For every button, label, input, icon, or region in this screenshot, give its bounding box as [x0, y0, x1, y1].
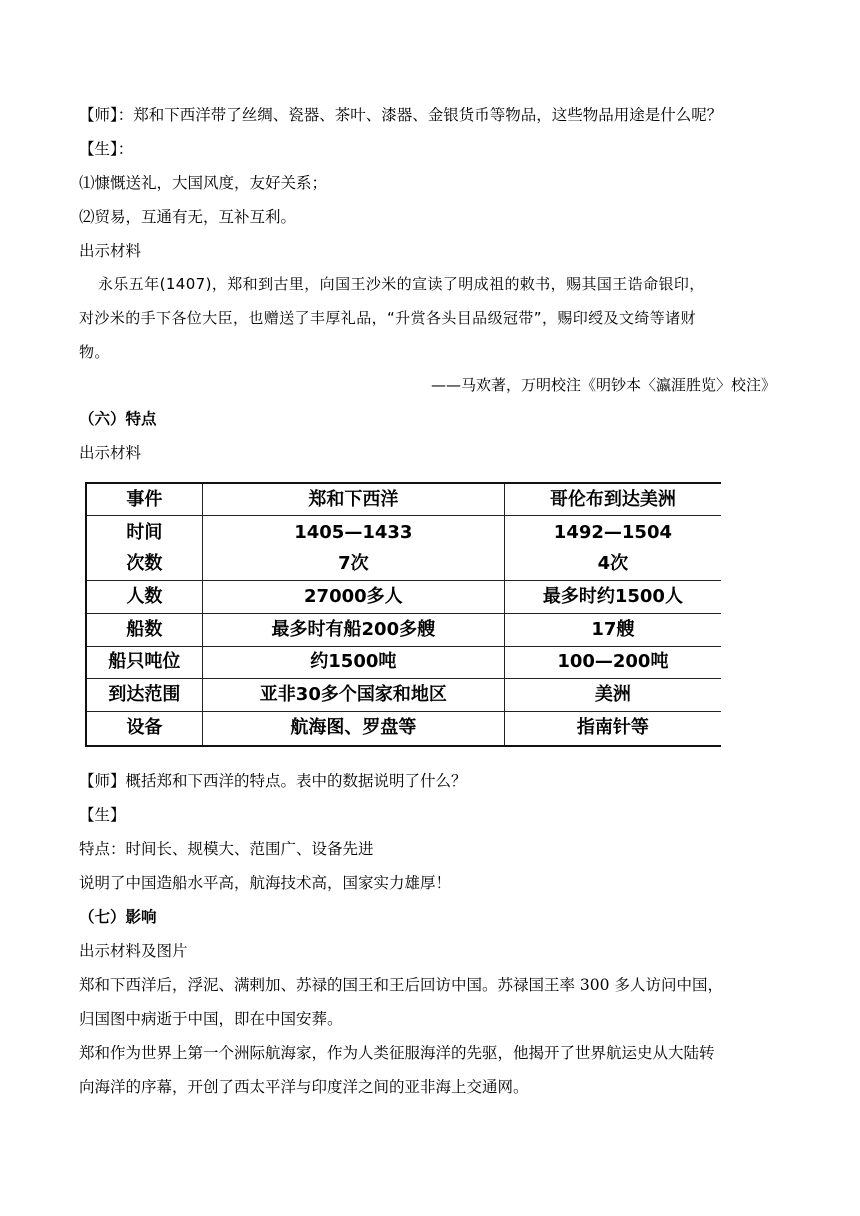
table-cell: 17艘 — [504, 613, 721, 646]
features-line: 特点：时间长、规模大、范围广、设备先进 — [79, 840, 374, 858]
section-heading-6: （六）特点 — [79, 410, 157, 428]
table-cell: 人数 — [86, 581, 202, 614]
table-row — [86, 581, 721, 614]
comparison-table — [85, 482, 721, 747]
table-cell — [86, 516, 202, 581]
cell-time-a: 1405—1433 — [294, 522, 413, 544]
table-cell: 约1500吨 — [202, 646, 504, 679]
quote-line-3: 物。 — [79, 343, 110, 361]
table-cell: 最多时约1500人 — [504, 581, 721, 614]
table-cell: 27000多人 — [202, 581, 504, 614]
row-label-count: 次数 — [126, 553, 163, 575]
table-cell: 到达范围 — [86, 679, 202, 712]
impact-para-2-line-2: 向海洋的序幕，开创了西太平洋与印度洋之间的亚非海上交通网。 — [79, 1078, 529, 1096]
table-cell: 美洲 — [504, 679, 721, 712]
cell-time-b: 1492—1504 — [553, 522, 672, 544]
row-label-time: 时间 — [126, 522, 163, 544]
impact-para-1-line-1: 郑和下西洋后，浮泥、满剌加、苏禄的国王和王后回访中国。苏禄国王率 300 多人访问中国， — [79, 976, 723, 994]
section-heading-7: （七）影响 — [79, 908, 157, 926]
impact-para-2-line-1: 郑和作为世界上第一个洲际航海家，作为人类征服海洋的先驱，他揭开了世界航运史从大陆转 — [79, 1044, 715, 1062]
teacher-question: 【师】：郑和下西洋带了丝绸、瓷器、茶叶、漆器、金银货币等物品，这些物品用途是什么呢？ — [79, 106, 723, 124]
table-header: 哥伦布到达美洲 — [504, 483, 721, 516]
table-header: 郑和下西洋 — [202, 483, 504, 516]
cell-count-b: 4次 — [597, 553, 629, 575]
table-cell: 船数 — [86, 613, 202, 646]
material-image-label: 出示材料及图片 — [79, 942, 188, 960]
table-cell: 亚非30多个国家和地区 — [202, 679, 504, 712]
table-row — [86, 613, 721, 646]
answer-item-2: ⑵贸易，互通有无，互补互利。 — [79, 208, 297, 226]
quote-source: ——马欢著，万明校注《明钞本〈瀛涯胜览〉校注》 — [430, 376, 776, 394]
table-row — [86, 679, 721, 712]
table-cell: 设备 — [86, 711, 202, 746]
conclusion-line: 说明了中国造船水平高，航海技术高，国家实力雄厚！ — [79, 874, 452, 892]
cell-count-a: 7次 — [338, 553, 369, 575]
student-label: 【生】： — [79, 140, 134, 158]
table-header: 事件 — [86, 483, 202, 516]
table-cell: 航海图、罗盘等 — [202, 711, 504, 746]
table-row — [86, 516, 721, 581]
table-cell: 船只吨位 — [86, 646, 202, 679]
table-row — [86, 646, 721, 679]
table-cell: 最多时有船200多艘 — [202, 613, 504, 646]
material-label: 出示材料 — [79, 242, 142, 260]
table-cell: 100—200吨 — [504, 646, 721, 679]
student-label-2: 【生】 — [79, 806, 126, 824]
quote-line-1: 永乐五年(1407)，郑和到古里，向国王沙米的宣读了明成祖的敕书，赐其国王诰命银印， — [98, 275, 705, 293]
material-label-2: 出示材料 — [79, 444, 142, 462]
table-cell — [504, 516, 721, 581]
teacher-prompt: 【师】概括郑和下西洋的特点。表中的数据说明了什么？ — [79, 772, 467, 790]
answer-item-1: ⑴慷慨送礼，大国风度，友好关系； — [79, 174, 328, 192]
table-header-row — [86, 483, 721, 516]
quote-line-2: 对沙米的手下各位大臣，也赠送了丰厚礼品，“升赏各头目品级冠带”，赐印绶及文绮等诸财 — [79, 309, 696, 327]
impact-para-1-line-2: 归国图中病逝于中国，即在中国安葬。 — [79, 1010, 343, 1028]
table-cell — [202, 516, 504, 581]
table-cell: 指南针等 — [504, 711, 721, 746]
table-row — [86, 711, 721, 746]
